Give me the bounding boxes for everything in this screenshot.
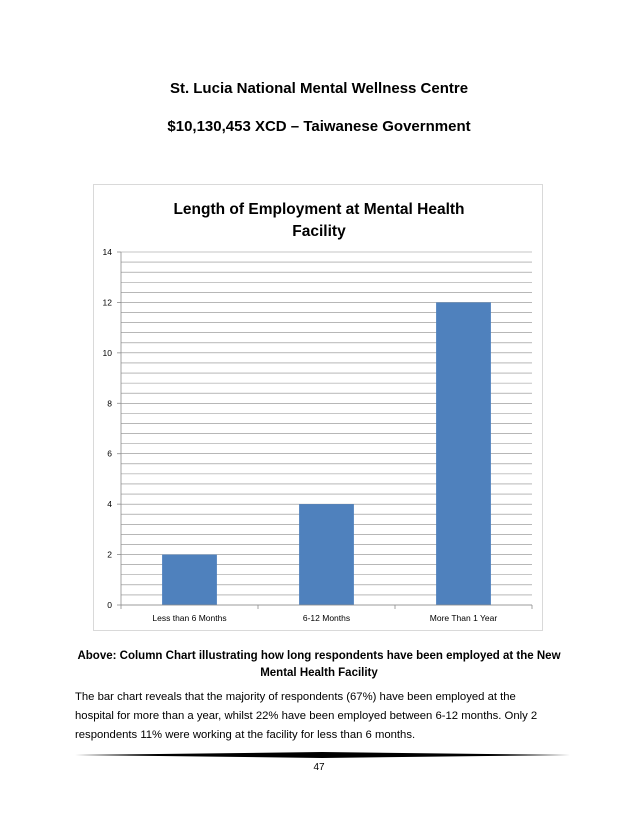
x-tick-label: 6-12 Months (302, 613, 351, 623)
chart-title-line-2: Facility (292, 223, 346, 240)
paragraph-line-2: hospital for more than a year, whilst 22% have been employed between 6-12 months. Only 2 (75, 710, 538, 722)
y-tick-label: 2 (107, 549, 112, 560)
footer-rule (75, 752, 570, 758)
x-tick-label: Less than 6 Months (152, 613, 227, 623)
page-number: 47 (313, 762, 325, 773)
bar-chart (94, 185, 544, 632)
y-tick-label: 0 (107, 600, 112, 610)
caption-line-1: Above: Column Chart illustrating how long respondents have been employed at the New (77, 650, 561, 662)
y-tick-label: 14 (102, 247, 112, 257)
y-tick-label: 6 (107, 448, 112, 459)
figure-caption (64, 648, 574, 682)
x-tick-label: More Than 1 Year (429, 613, 498, 623)
caption-line-2: Mental Health Facility (260, 667, 378, 679)
y-tick-label: 8 (107, 398, 112, 409)
bar-2 (299, 504, 354, 605)
bar-1 (162, 555, 217, 605)
chart-title-line-1: Length of Employment at Mental Health (173, 201, 465, 218)
chart-frame (93, 184, 543, 631)
bar-3 (436, 302, 491, 605)
page-subheading: $10,130,453 XCD – Taiwanese Government (167, 118, 471, 135)
paragraph-line-1: The bar chart reveals that the majority of respondents (67%) have been employed at the (75, 691, 516, 703)
y-tick-label: 4 (107, 499, 112, 510)
y-tick-label: 10 (102, 347, 112, 358)
body-paragraph (75, 688, 565, 745)
paragraph-line-3: respondents 11% were working at the facility for less than 6 months. (75, 729, 416, 741)
y-tick-label: 12 (102, 297, 112, 308)
page-heading: St. Lucia National Mental Wellness Centre (169, 80, 469, 97)
